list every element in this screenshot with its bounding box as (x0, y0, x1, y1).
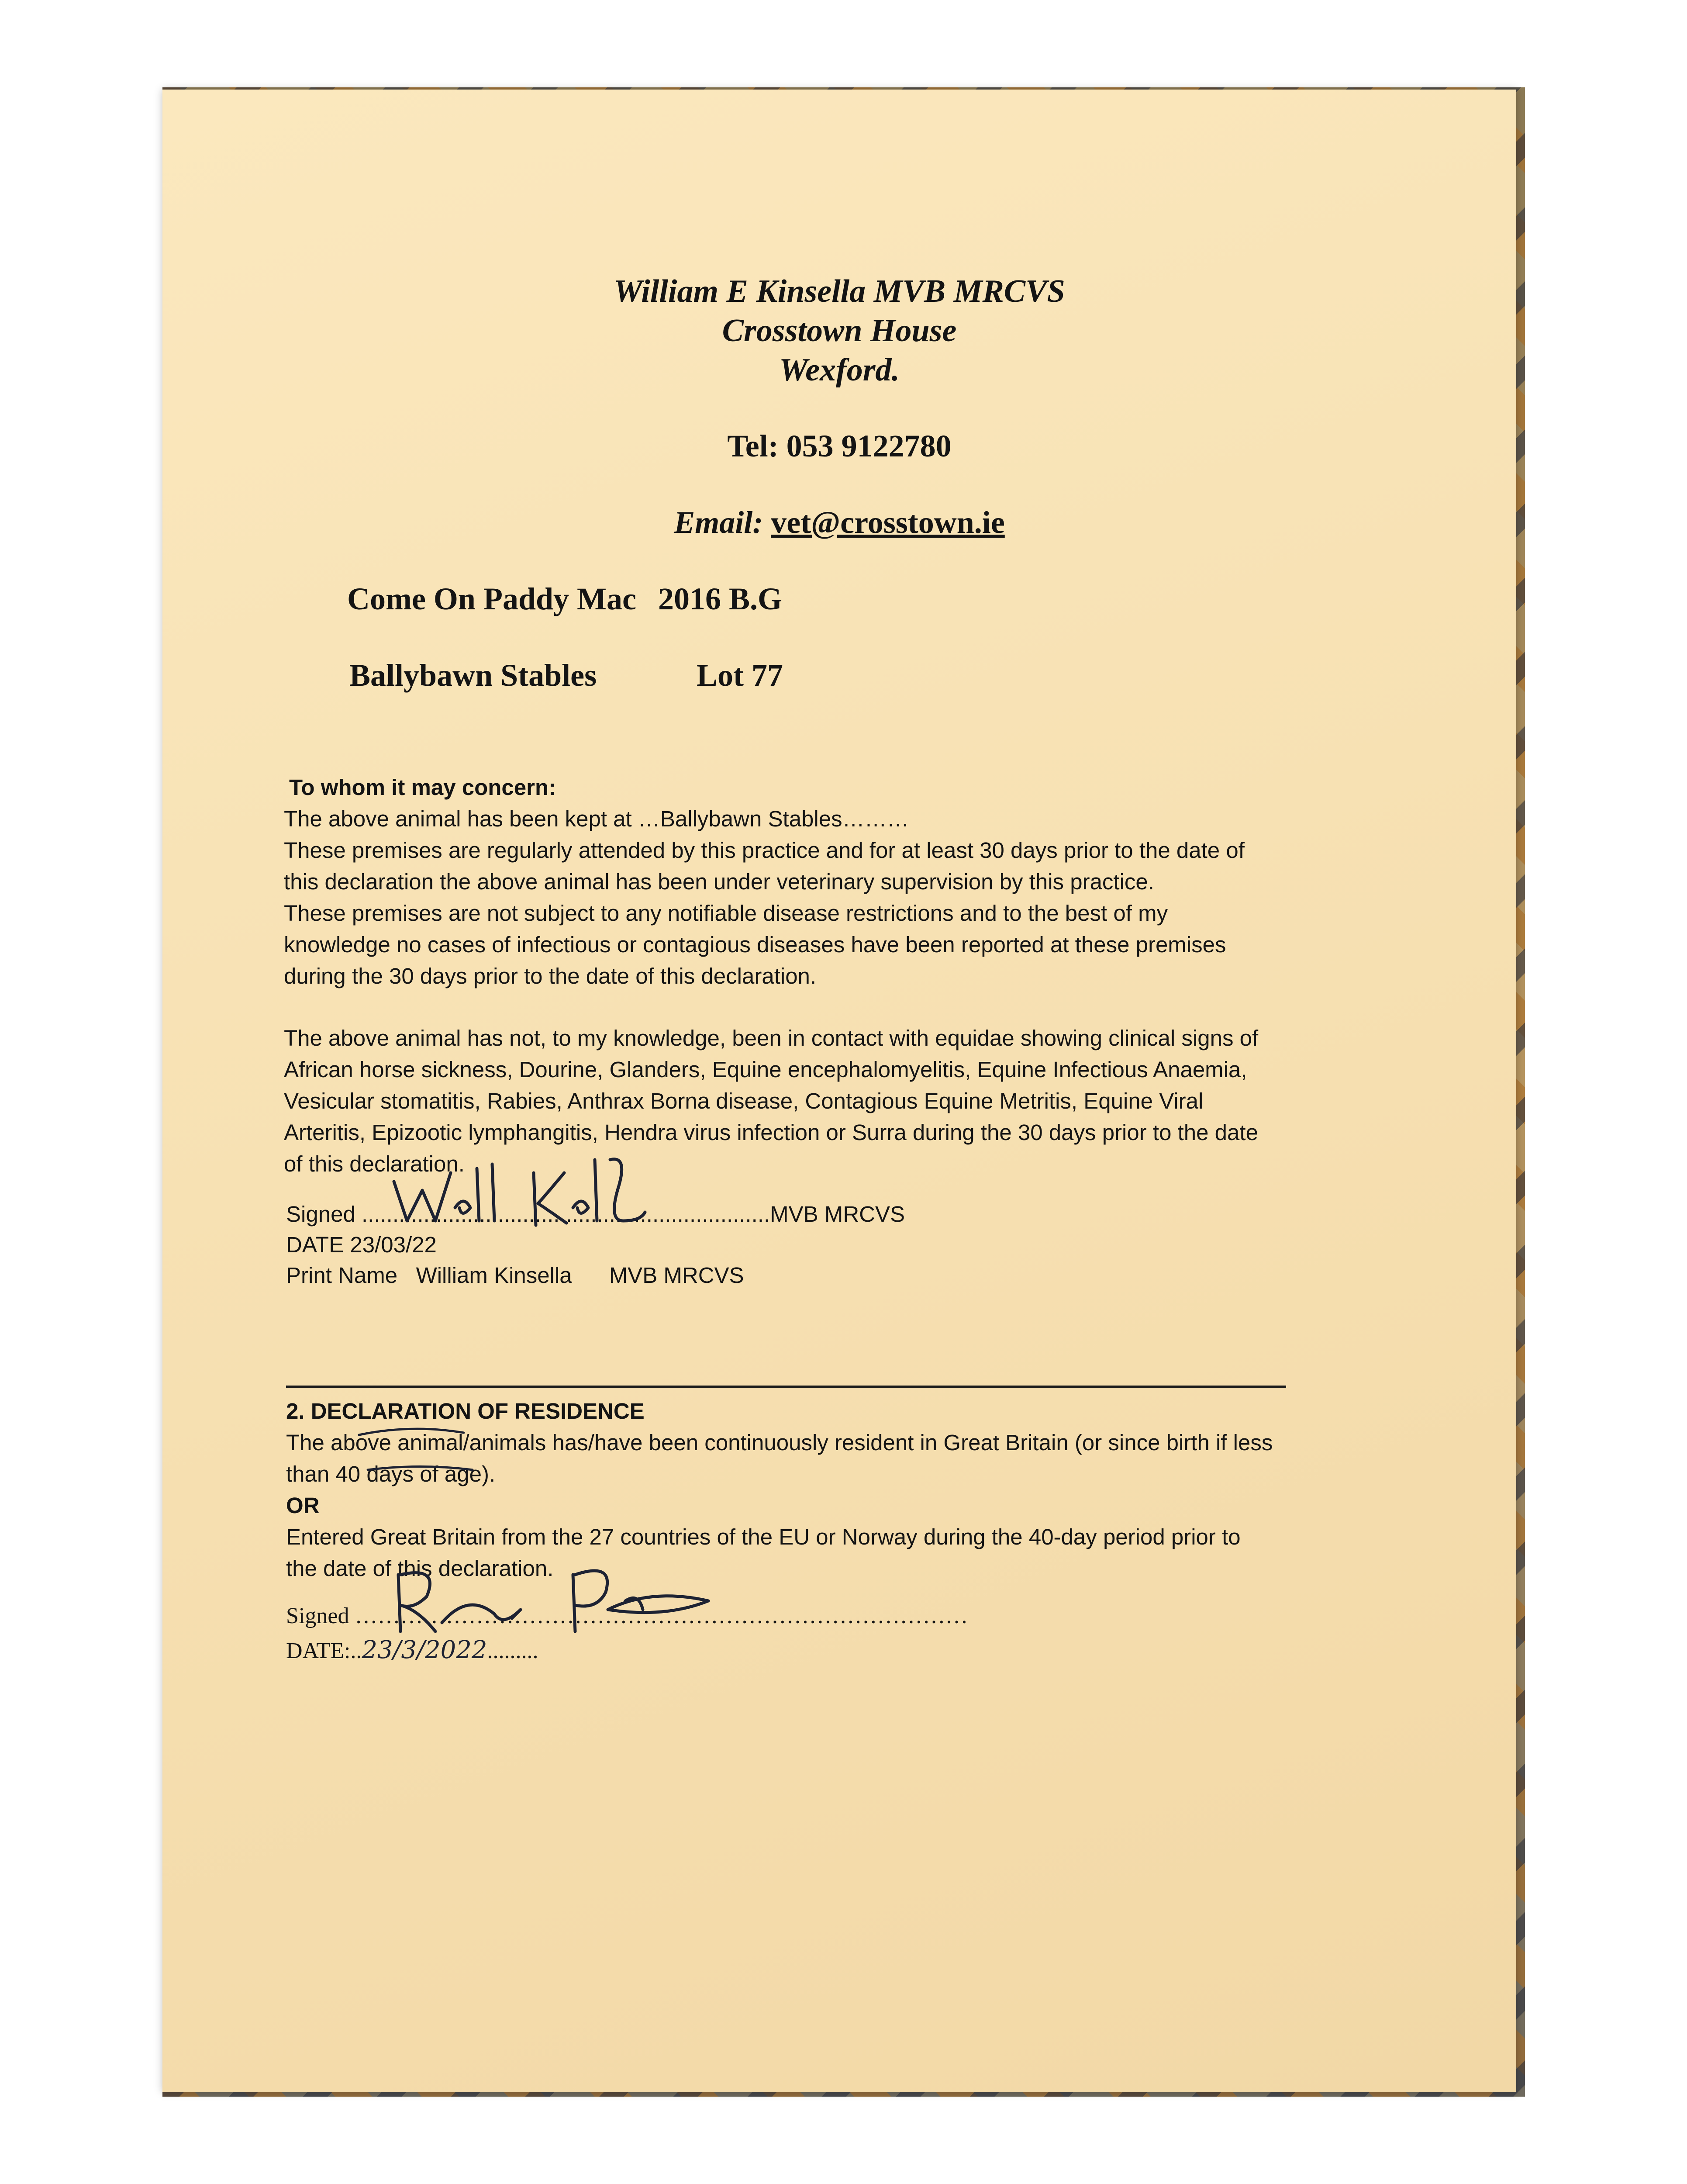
declaration-line: These premises are not subject to any notifiable disease restrictions and to the best of my (284, 901, 1168, 926)
stables-name: Ballybawn Stables (349, 658, 597, 693)
date-dots-2: ......... (487, 1638, 538, 1663)
residence-line: The above animal/animals has/have been continuously resident in Great Britain (or since birth if less (286, 1430, 1273, 1455)
residence-line: the date of this declaration. (286, 1556, 554, 1581)
salutation: To whom it may concern: (289, 775, 556, 800)
address-line-1: Crosstown House (722, 313, 957, 349)
declaration-line: These premises are regularly attended by this practice and for at least 30 days prior to the date of (284, 838, 1245, 863)
declaration-line: of this declaration. (284, 1151, 465, 1176)
declaration-line: Arteritis, Epizootic lymphangitis, Hendra virus infection or Surra during the 30 days prior to the date (284, 1120, 1258, 1145)
horse-name: Come On Paddy Mac (347, 581, 636, 616)
declaration-line: knowledge no cases of infectious or contagious diseases have been reported at these premises (284, 932, 1226, 957)
residence-line: Entered Great Britain from the 27 countries of the EU or Norway during the 40-day period prior to (286, 1524, 1241, 1549)
date-line-2 (286, 1636, 538, 1664)
address-line-2: Wexford. (779, 352, 900, 388)
or-label: OR (286, 1493, 320, 1518)
vet-name: William E Kinsella MVB MRCVS (614, 273, 1065, 309)
vet-signature (390, 1155, 721, 1234)
lot-number: Lot 77 (697, 658, 783, 693)
email-label: Email: (674, 505, 763, 540)
telephone: Tel: 053 9122780 (727, 429, 952, 463)
signed-suffix: MVB MRCVS (770, 1202, 905, 1227)
declaration-body (284, 772, 1258, 1180)
residence-line: than 40 days of age). (286, 1462, 496, 1486)
owner-signature (381, 1557, 713, 1645)
declaration-line: this declaration the above animal has been under veterinary supervision by this practice. (284, 869, 1154, 894)
paragraph-gap (284, 992, 1258, 1023)
signed-dots: .................................................................. (361, 1202, 770, 1227)
declaration-line: The above animal has been kept at …Ballybawn Stables……… (284, 806, 909, 831)
declaration-line: during the 30 days prior to the date of this declaration. (284, 964, 817, 988)
declaration-line: The above animal has not, to my knowledge, been in contact with equidae showing clinical signs of (284, 1026, 1259, 1051)
horse-details: 2016 B.G (658, 581, 783, 616)
print-name-label: Print Name (286, 1263, 398, 1288)
handwritten-date: 23/3/2022 (362, 1636, 487, 1664)
residence-heading: 2. DECLARATION OF RESIDENCE (286, 1399, 645, 1424)
signed-label: Signed (286, 1202, 362, 1227)
declaration-line: Vesicular stomatitis, Rabies, Anthrax Borna disease, Contagious Equine Metritis, Equine Viral (284, 1089, 1204, 1113)
email-row (162, 505, 1516, 541)
document-page (162, 90, 1516, 2092)
date-label-2: DATE:.. (286, 1638, 362, 1663)
section-divider (286, 1386, 1286, 1388)
handwritten-strike (350, 1417, 577, 1479)
date-line-1: DATE 23/03/22 (286, 1232, 437, 1257)
print-name-line (286, 1262, 744, 1288)
signed-label-2: Signed (286, 1603, 355, 1628)
signed-dots-2: ……………………………………………………………………… (355, 1603, 968, 1628)
email-link[interactable]: vet@crosstown.ie (771, 505, 1005, 540)
print-name: William Kinsella (416, 1263, 572, 1288)
print-name-suffix: MVB MRCVS (609, 1263, 744, 1288)
declaration-line: African horse sickness, Dourine, Glanders, Equine encephalomyelitis, Equine Infectious Anaemia, (284, 1057, 1247, 1082)
